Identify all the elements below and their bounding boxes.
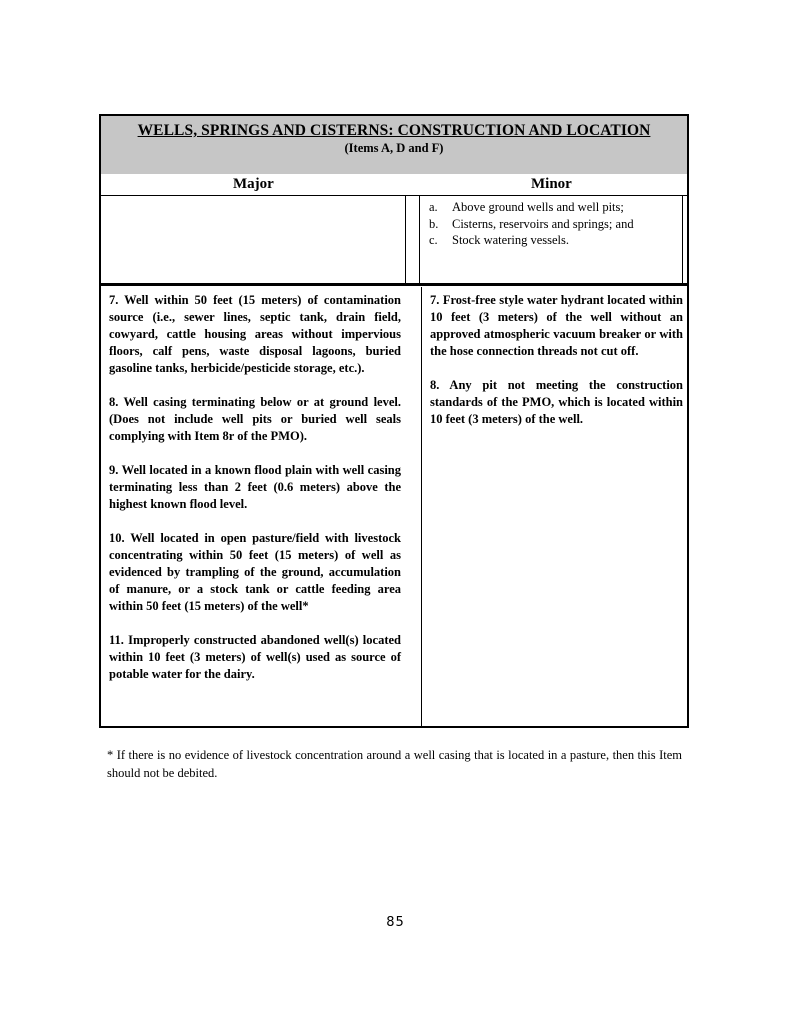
minor-item: 8. Any pit not meeting the construction standards of the PMO, which is located within 10 feet (3 meters) of the well. (430, 378, 683, 426)
divider-line (421, 287, 422, 726)
list-item: c. Stock watering vessels. (429, 233, 569, 247)
table-title: WELLS, SPRINGS AND CISTERNS: CONSTRUCTION AND LOCATION (137, 122, 651, 139)
column-header-row (101, 174, 687, 196)
divider-line (682, 195, 683, 284)
minor-items-column (430, 292, 683, 445)
major-item: 7. Well within 50 feet (15 meters) of contamination source (i.e., sewer lines, septic tank, drain field, cowyard, cattle housing areas without impervious floors, calf pens, waste disposal lagoons, buried gasoline tanks, herbicide/pesticide storage, etc.). (109, 293, 401, 375)
major-item: 9. Well located in a known flood plain with well casing terminating less than 2 feet (0.6 meters) above the highest known flood level. (109, 463, 401, 511)
list-item: a. Above ground wells and well pits; (429, 200, 624, 214)
table-subtitle: (Items A, D and F) (344, 141, 444, 155)
list-item: b. Cisterns, reservoirs and springs; and (429, 216, 634, 231)
minor-item: 7. Frost-free style water hydrant located within 10 feet (3 meters) of the well without an approved atmospheric vacuum breaker or with the hose connection threads not cut off. (430, 293, 683, 358)
divider-line (405, 195, 406, 284)
row-divider (101, 283, 687, 286)
page-number: 85 (386, 915, 405, 930)
major-items-column (109, 292, 401, 683)
footnote: * If there is no evidence of livestock concentration around a well casing that is located in a pasture, then this Item should not be debited. (107, 748, 682, 780)
minor-column-heading: Minor (531, 176, 572, 192)
violations-table (99, 114, 689, 728)
minor-applicability-list (429, 199, 682, 249)
major-column-heading: Major (233, 176, 274, 192)
major-item: 11. Improperly constructed abandoned well(s) located within 10 feet (3 meters) of well(s) used as source of potable water for the dairy. (109, 633, 401, 681)
major-item: 8. Well casing terminating below or at ground level. (Does not include well pits or buried well seals complying with Item 8r of the PMO). (109, 395, 401, 443)
divider-line (419, 195, 420, 284)
table-header (101, 116, 687, 174)
major-item: 10. Well located in open pasture/field with livestock concentrating within 50 feet (15 meters) of well as evidenced by trampling of the ground, accumulation of manure, or a stock tank or cattle feeding area within 50 feet (15 meters) of the well* (109, 531, 401, 613)
